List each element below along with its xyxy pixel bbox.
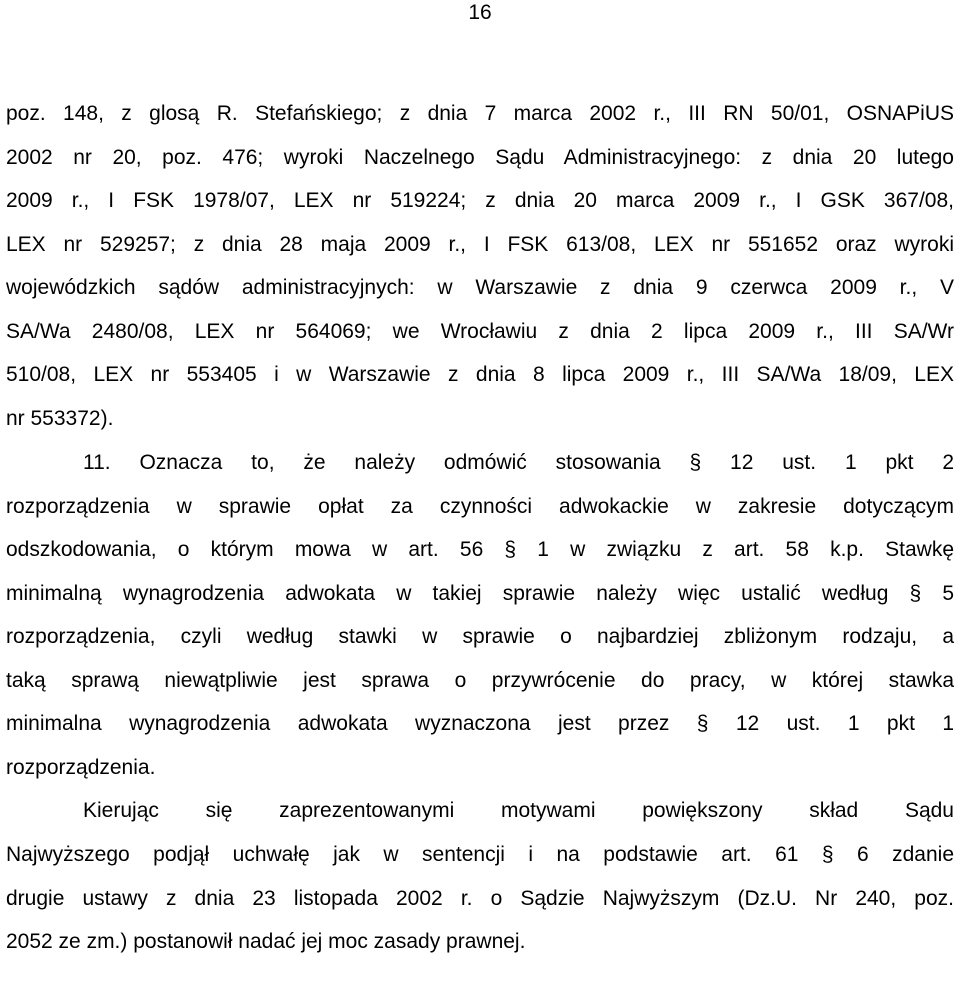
- text-line: poz. 148, z glosą R. Stefańskiego; z dnia 7 marca 2002 r., III RN 50/01, OSNAPiUS: [6, 102, 954, 125]
- text-line: minimalną wynagrodzenia adwokata w takiej sprawie należy więc ustalić według § 5: [6, 582, 954, 605]
- text-line: 510/08, LEX nr 553405 i w Warszawie z dnia 8 lipca 2009 r., III SA/Wa 18/09, LEX: [6, 363, 954, 386]
- text-line: nr 553372).: [6, 407, 114, 430]
- text-line: LEX nr 529257; z dnia 28 maja 2009 r., I FSK 613/08, LEX nr 551652 oraz wyroki: [6, 233, 954, 256]
- page-number: 16: [468, 1, 492, 24]
- text-line: rozporządzenia.: [6, 756, 156, 779]
- text-line: 11. Oznacza to, że należy odmówić stosowania § 12 ust. 1 pkt 2: [83, 451, 954, 474]
- text-line: rozporządzenia, czyli według stawki w sprawie o najbardziej zbliżonym rodzaju, a: [6, 625, 954, 648]
- text-line: Kierując się zaprezentowanymi motywami powiększony skład Sądu: [83, 799, 954, 822]
- text-line: SA/Wa 2480/08, LEX nr 564069; we Wrocławiu z dnia 2 lipca 2009 r., III SA/Wr: [6, 320, 954, 343]
- text-line: 2002 nr 20, poz. 476; wyroki Naczelnego Sądu Administracyjnego: z dnia 20 lutego: [6, 146, 954, 169]
- text-line: taką sprawą niewątpliwie jest sprawa o przywrócenie do pracy, w której stawka: [6, 669, 954, 692]
- text-line: odszkodowania, o którym mowa w art. 56 § 1 w związku z art. 58 k.p. Stawkę: [6, 538, 954, 561]
- text-line: Najwyższego podjął uchwałę jak w sentencji i na podstawie art. 61 § 6 zdanie: [6, 843, 954, 866]
- text-line: rozporządzenia w sprawie opłat za czynności adwokackie w zakresie dotyczącym: [6, 495, 954, 518]
- text-line: minimalna wynagrodzenia adwokata wyznaczona jest przez § 12 ust. 1 pkt 1: [6, 712, 954, 735]
- text-line: 2052 ze zm.) postanowił nadać jej moc zasady prawnej.: [6, 930, 526, 953]
- text-line: 2009 r., I FSK 1978/07, LEX nr 519224; z dnia 20 marca 2009 r., I GSK 367/08,: [6, 189, 954, 212]
- text-line: drugie ustawy z dnia 23 listopada 2002 r. o Sądzie Najwyższym (Dz.U. Nr 240, poz.: [6, 887, 954, 910]
- text-line: wojewódzkich sądów administracyjnych: w Warszawie z dnia 9 czerwca 2009 r., V: [6, 276, 954, 299]
